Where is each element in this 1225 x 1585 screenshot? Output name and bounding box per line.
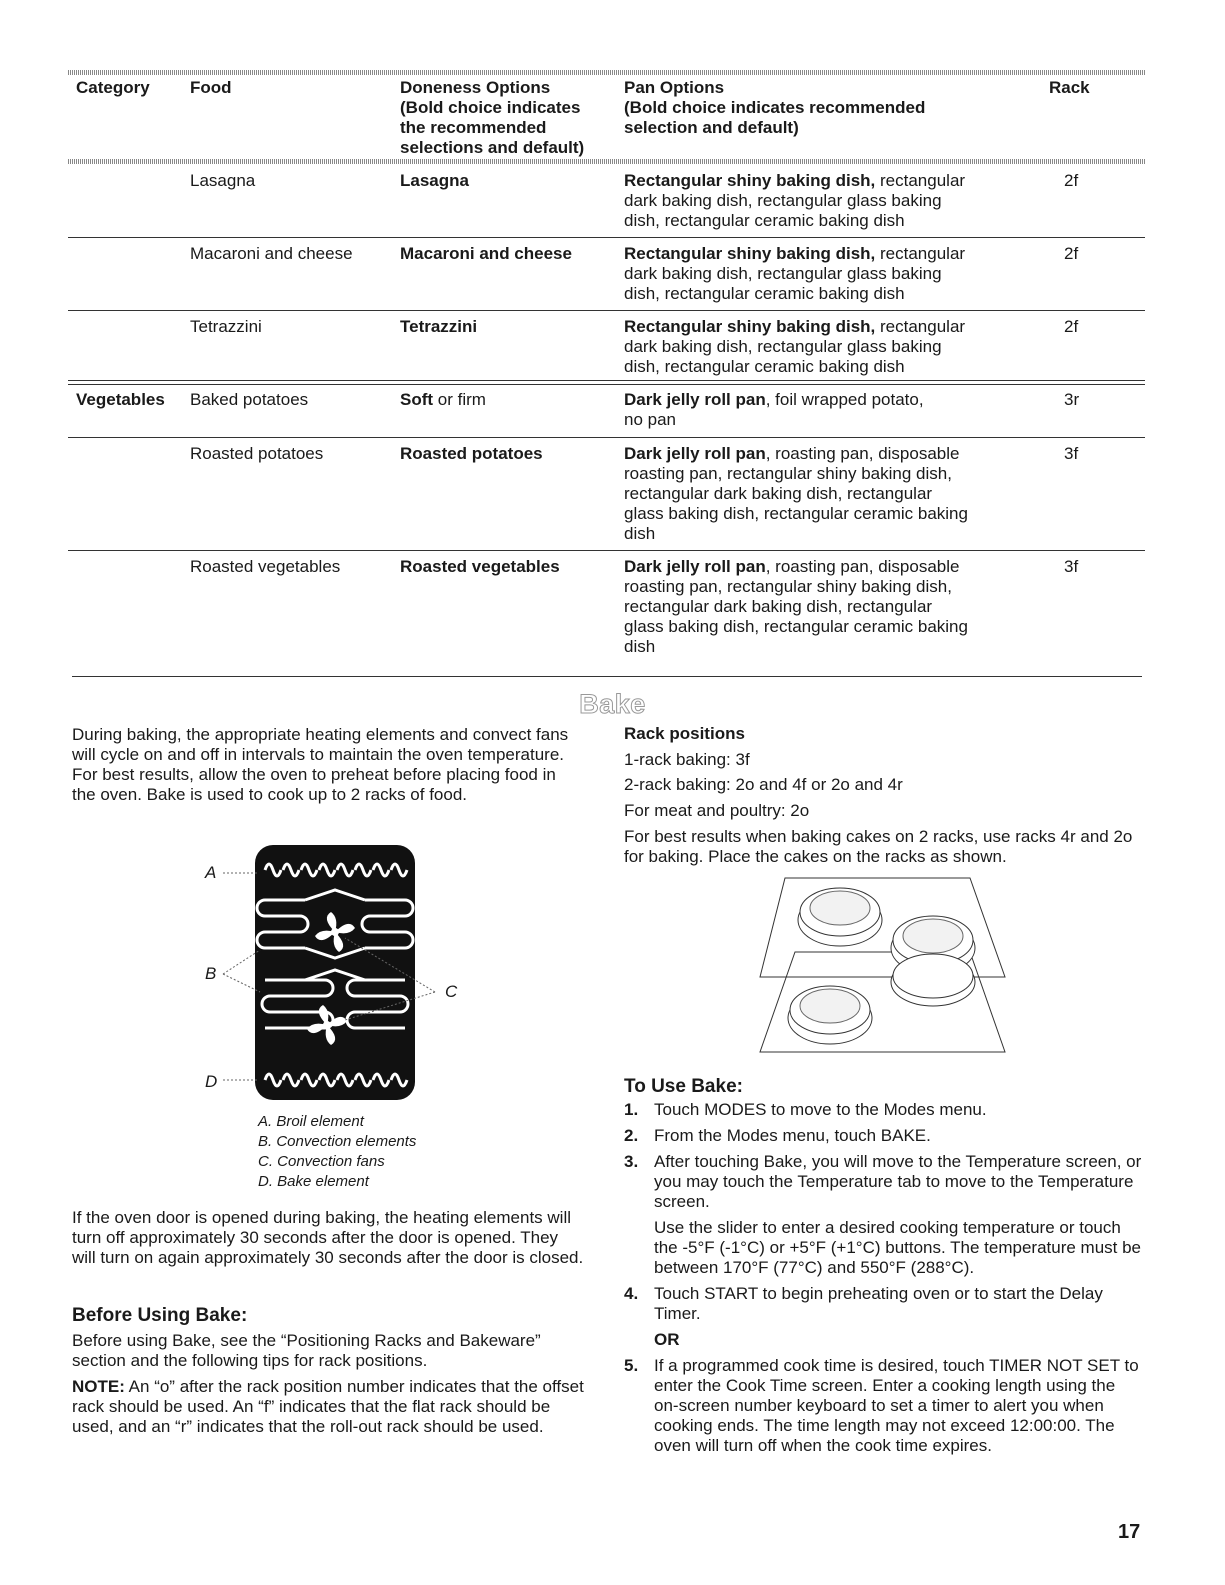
diagram-captions: A. Broil element B. Convection elements C. Convection fans D. Bake element bbox=[258, 1113, 417, 1190]
rack-cell: 3r bbox=[1064, 390, 1080, 409]
food-cell: Macaroni and cheese bbox=[190, 244, 353, 263]
cake-rack-diagram bbox=[755, 872, 1010, 1057]
row-divider bbox=[68, 550, 1145, 551]
food-cell: Tetrazzini bbox=[190, 317, 262, 336]
rack-cell: 2f bbox=[1064, 317, 1079, 336]
row-divider bbox=[68, 237, 1145, 238]
rack-cell: 3f bbox=[1064, 557, 1079, 576]
rack-position-line: For meat and poultry: 2o bbox=[624, 801, 810, 820]
cake-icon bbox=[891, 916, 975, 1006]
food-cell: Roasted potatoes bbox=[190, 444, 324, 463]
rack-tip: For best results when baking cakes on 2 racks, use racks 4r and 2o for baking. Place the cakes on the racks as shown. bbox=[624, 827, 1133, 866]
pan-cell: Dark jelly roll pan, foil wrapped potato, no pan bbox=[624, 390, 924, 429]
header-bottom-rule bbox=[68, 159, 1145, 164]
rack-positions-heading: Rack positions bbox=[624, 724, 745, 743]
table-top-rule bbox=[68, 70, 1145, 75]
pan-cell: Rectangular shiny baking dish, rectangular dark baking dish, rectangular glass baking dish, rectangular ceramic baking dish bbox=[624, 244, 966, 303]
header-category: Category bbox=[76, 78, 150, 97]
row-divider bbox=[68, 310, 1145, 311]
step-item: 4. Touch START to begin preheating oven or to start the Delay Timer. OR bbox=[624, 1284, 1103, 1349]
row-divider bbox=[68, 437, 1145, 438]
step-item: 3. After touching Bake, you will move to the Temperature screen, or you may touch the Temperature tab to move to the Temperature screen. Use the slider to enter a desired cooking temperature or touch the -5°F (-1°C) or +5°F (+1°C) buttons. The temperature must be between 170°F (77°C) and 550°F (288°C). bbox=[624, 1152, 1142, 1277]
cake-icon bbox=[788, 986, 872, 1044]
before-using-heading: Before Using Bake: bbox=[72, 1305, 248, 1326]
group-divider bbox=[68, 384, 1145, 385]
bake-intro: During baking, the appropriate heating elements and convect fans will cycle on and off in intervals to maintain the oven temperature. For best results, allow the oven to preheat before placing food in the oven. Bake is used to cook up to 2 racks of food. bbox=[72, 725, 569, 804]
rack-cell: 2f bbox=[1064, 244, 1079, 263]
food-cell: Baked potatoes bbox=[190, 390, 309, 409]
doneness-cell: Tetrazzini bbox=[400, 317, 478, 336]
note-text: NOTE: An “o” after the rack position number indicates that the offset rack should be used. An “f” indicates that the flat rack should be used, and an “r” indicates that the roll-out rack should be used. bbox=[72, 1377, 584, 1436]
section-rule bbox=[72, 676, 1142, 677]
category-cell: Vegetables bbox=[76, 390, 165, 409]
group-divider bbox=[68, 380, 1145, 381]
food-cell: Lasagna bbox=[190, 171, 256, 190]
step-item: 1. Touch MODES to move to the Modes menu. bbox=[624, 1100, 987, 1119]
step-item: 2. From the Modes menu, touch BAKE. bbox=[624, 1126, 931, 1145]
doneness-cell: Lasagna bbox=[400, 171, 469, 190]
label-b: B bbox=[205, 964, 217, 983]
doneness-cell: Roasted vegetables bbox=[400, 557, 560, 576]
pan-cell: Dark jelly roll pan, roasting pan, disposable roasting pan, rectangular shiny baking dish, rectangular dark baking dish, rectangular glass baking dish, rectangular ceramic baking dish bbox=[624, 557, 968, 656]
header-rack: Rack bbox=[1049, 78, 1090, 97]
doneness-cell: Roasted potatoes bbox=[400, 444, 543, 463]
rack-cell: 2f bbox=[1064, 171, 1079, 190]
rack-position-line: 1-rack baking: 3f bbox=[624, 750, 750, 769]
food-cell: Roasted vegetables bbox=[190, 557, 341, 576]
bake-steps bbox=[624, 1100, 1144, 1462]
pan-cell: Rectangular shiny baking dish, rectangular dark baking dish, rectangular glass baking dish, rectangular ceramic baking dish bbox=[624, 317, 966, 376]
before-using-text: Before using Bake, see the “Positioning Racks and Bakeware” section and the following tips for rack positions. bbox=[72, 1331, 541, 1370]
oven-element-diagram bbox=[195, 840, 465, 1105]
pan-cell: Dark jelly roll pan, roasting pan, disposable roasting pan, rectangular shiny baking dish, rectangular dark baking dish, rectangular glass baking dish, rectangular ceramic baking dish bbox=[624, 444, 968, 543]
label-a: A bbox=[205, 863, 217, 882]
step-item: 5. If a programmed cook time is desired, touch TIMER NOT SET to enter the Cook Time screen. Enter a cooking length using the on-screen number keyboard to set a timer to alert you when cooking ends. The time length may not exceed 12:00:00. The oven will turn off when the cook time expires. bbox=[624, 1356, 1139, 1455]
label-d: D bbox=[205, 1072, 218, 1091]
label-c: C bbox=[445, 982, 458, 1001]
header-doneness: Doneness Options (Bold choice indicates the recommended selections and default) bbox=[400, 78, 585, 157]
doneness-cell: Macaroni and cheese bbox=[400, 244, 572, 263]
pan-cell: Rectangular shiny baking dish, rectangular dark baking dish, rectangular glass baking dish, rectangular ceramic baking dish bbox=[624, 171, 966, 230]
page-number: 17 bbox=[1118, 1521, 1141, 1543]
header-pan: Pan Options (Bold choice indicates recommended selection and default) bbox=[624, 78, 926, 137]
header-food: Food bbox=[190, 78, 232, 97]
section-title: Bake bbox=[579, 689, 646, 719]
doneness-cell: Soft or firm bbox=[400, 390, 486, 409]
rack-position-line: 2-rack baking: 2o and 4f or 2o and 4r bbox=[624, 775, 903, 794]
to-use-bake-heading: To Use Bake: bbox=[624, 1076, 743, 1097]
door-open-text: If the oven door is opened during baking, the heating elements will turn off approximately 30 seconds after the door is opened. They will turn on again approximately 30 seconds after the door is closed. bbox=[72, 1208, 584, 1267]
rack-cell: 3f bbox=[1064, 444, 1079, 463]
cake-icon bbox=[798, 888, 882, 946]
